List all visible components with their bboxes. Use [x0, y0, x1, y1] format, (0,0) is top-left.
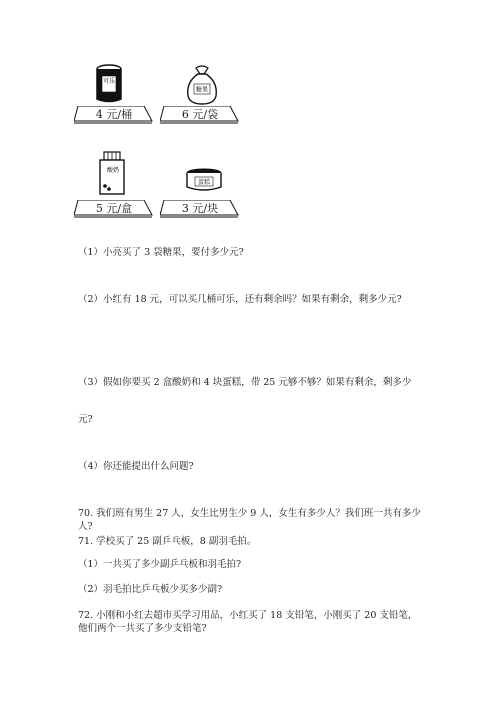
problem-71: 71. 学校买了 25 副乒乓板，8 副羽毛拍。 [78, 536, 257, 547]
question-2: （2）小红有 18 元，可以买几桶可乐，还有剩余吗？如果有剩余，剩多少元? [78, 294, 402, 305]
price-yogurt: 5 元/盒 [95, 202, 133, 215]
cake-label: 蛋糕 [197, 179, 211, 186]
question-4: （4）你还能提出什么问题? [78, 461, 194, 472]
price-tag-cola [74, 106, 154, 124]
candy-label: 糖果 [195, 86, 209, 94]
cake-icon [184, 168, 224, 194]
problem-71-sub-2: （2）羽毛拍比乒乓板少买多少副? [78, 584, 223, 595]
question-3-line-2: 元? [78, 414, 93, 425]
problem-72: 72. 小刚和小红去超市买学习用品，小红买了 18 支铅笔，小刚买了 20 支铅笔，他们两个一共买了多少支铅笔? [78, 610, 418, 634]
problem-70: 70. 我们班有男生 27 人，女生比男生少 9 人，女生有多少人？我们班一共有多少人? [78, 508, 421, 532]
cola-can-icon [94, 64, 124, 104]
price-cola: 4 元/桶 [95, 108, 133, 121]
price-tag-cake [160, 200, 240, 218]
yogurt-box-icon [98, 150, 126, 196]
price-cake: 3 元/块 [181, 202, 219, 215]
problem-71-sub-1: （1）一共买了多少副乒乓板和羽毛拍? [78, 559, 242, 570]
price-tag-candy [160, 106, 240, 124]
question-3-line-1: （3）假如你要买 2 盒酸奶和 4 块蛋糕，带 25 元够不够？如果有剩余，剩多少 [78, 377, 412, 388]
cola-label: 可乐 [102, 78, 116, 85]
yogurt-label: 酸奶 [106, 167, 120, 174]
question-1: （1）小亮买了 3 袋糖果，要付多少元? [78, 247, 244, 258]
candy-bag-icon [184, 64, 220, 106]
price-candy: 6 元/袋 [181, 108, 219, 121]
price-tag-yogurt [74, 200, 154, 218]
